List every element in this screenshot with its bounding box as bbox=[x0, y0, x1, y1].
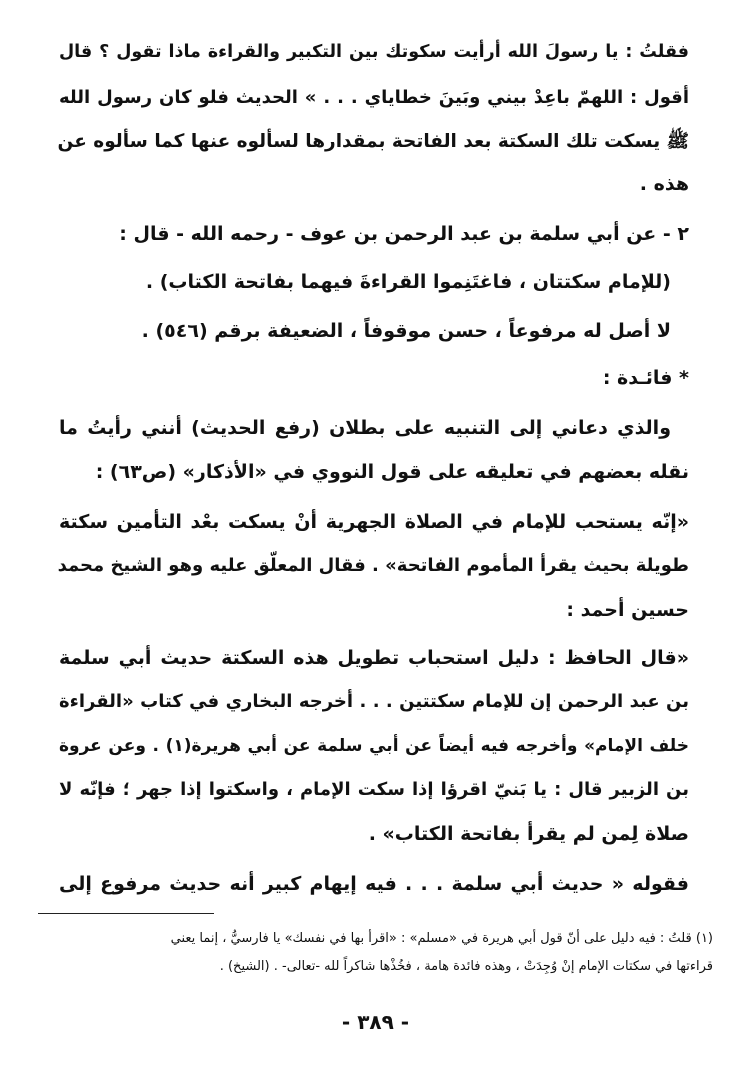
text-line: فقوله « حديث أبي سلمة . . . فيه إيهام كبير أنه حديث مرفوع إلى bbox=[59, 873, 689, 895]
page-number: - ٣٨٩ - bbox=[341, 1010, 410, 1034]
text-line: لا أصل له مرفوعاً ، حسن موقوفاً ، الضعيفة برقم (٥٤٦) . bbox=[141, 320, 671, 342]
text-line: «إنّه يستحب للإمام في الصلاة الجهرية أنْ يسكت بعْد التأمين سكتة bbox=[59, 511, 689, 533]
text-line: أقول : اللهمّ باعِدْ بيني وبَينَ خطاياي . . . » الحديث فلو كان رسول الله bbox=[59, 87, 689, 108]
text-line: نقله بعضهم في تعليقه على قول النووي في «الأذكار» (ص٦٣) : bbox=[95, 461, 689, 483]
text-line: والذي دعاني إلى التنبيه على بطلان (رفع الحديث) أنني رأيتُ ما bbox=[59, 417, 671, 439]
text-line: طويلة بحيث يقرأ المأموم الفاتحة» . فقال المعلّق عليه وهو الشيخ محمد bbox=[57, 555, 689, 576]
text-line: خلف الإمام» وأخرجه فيه أيضاً عن أبي سلمة عن أبي هريرة(١) . وعن عروة bbox=[59, 736, 689, 756]
footnote-line: (١) قلتُ : فيه دليل على أنّ قول أبي هريرة في «مسلم» : «اقرأ بها في نفسك» يا فارسيُّ ، إنما يعني bbox=[170, 931, 713, 946]
text-line: «قال الحافظ : دليل استحباب تطويل هذه السكتة حديث أبي سلمة bbox=[59, 647, 689, 669]
text-line: فقلتُ : يا رسولَ الله أرأيت سكوتك بين التكبير والقراءة ماذا تقول ؟ قال bbox=[59, 42, 689, 62]
text-line: صلاة لِمن لم يقرأ بفاتحة الكتاب» . bbox=[368, 823, 689, 845]
text-line: هذه . bbox=[639, 173, 689, 195]
footnote-line: قراءتها في سكتات الإمام إنْ وُجِدَتْ ، وهذه فائدة هامة ، فخُذْها شاكراً لله -تعالى- . (الشيخ) . bbox=[219, 959, 713, 974]
footnote-divider bbox=[38, 913, 214, 914]
text-line: بن عبد الرحمن إن للإمام سكتتين . . . أخرجه البخاري في كتاب «القراءة bbox=[59, 691, 689, 712]
text-line: حسين أحمد : bbox=[566, 599, 689, 621]
text-line: (للإمام سكتتان ، فاغتَنِموا القراءةَ فيهما بفاتحة الكتاب) . bbox=[145, 271, 671, 293]
text-line: ٢ - عن أبي سلمة بن عبد الرحمن بن عوف - رحمه الله - قال : bbox=[119, 223, 689, 245]
text-line: ﷺ يسكت تلك السكتة بعد الفاتحة بمقدارها لسألوه عنها كما سألوه عن bbox=[57, 131, 689, 152]
text-line: بن الزبير قال : يا بَنيّ اقرؤا إذا سكت الإمام ، واسكتوا إذا جهر ؛ فإنّه لا bbox=[59, 779, 689, 800]
section-heading: * فائـدة : bbox=[602, 367, 689, 389]
